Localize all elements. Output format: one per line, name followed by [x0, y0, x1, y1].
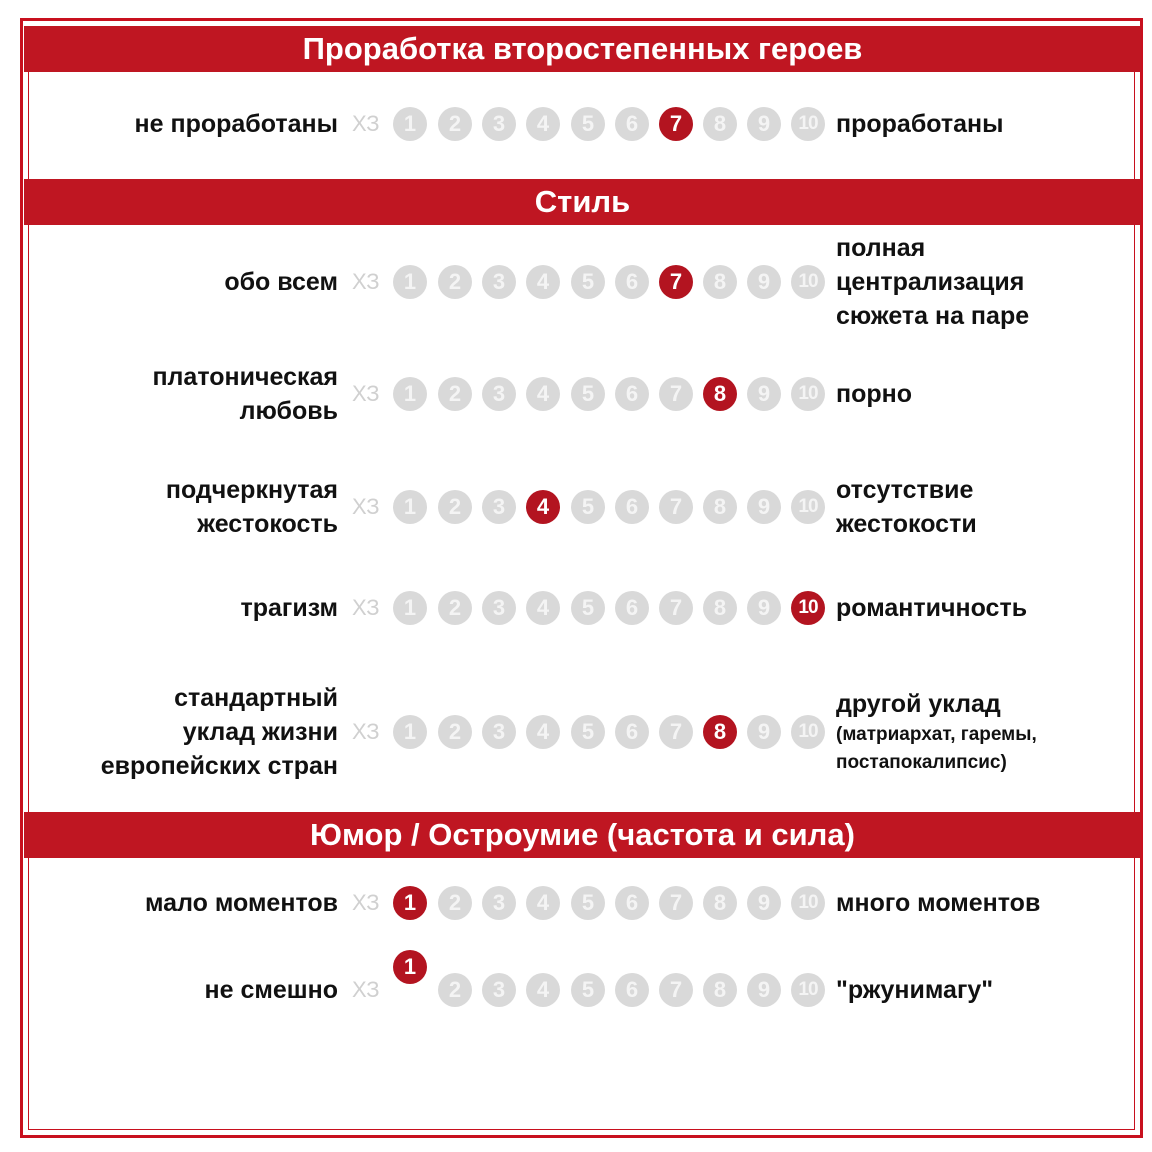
rating-circle[interactable]: 6 — [615, 591, 649, 625]
rating-circle[interactable]: 7 — [659, 490, 693, 524]
rating-circle[interactable]: 1 — [393, 490, 427, 524]
unknown-option[interactable]: ХЗ — [352, 890, 380, 915]
rating-circle[interactable]: 3 — [482, 973, 516, 1007]
rating-circle[interactable]: 4 — [526, 591, 560, 625]
rating-circle[interactable]: 8 — [703, 591, 737, 625]
rating-circle[interactable]: 6 — [615, 490, 649, 524]
left-label-line: жестокость — [197, 510, 338, 538]
row-right-label — [836, 886, 1040, 920]
rating-circle[interactable]: 3 — [482, 377, 516, 411]
rating-circle[interactable]: 1 — [393, 107, 427, 141]
row-left-label — [152, 360, 338, 428]
rating-circle[interactable]: 4 — [526, 265, 560, 299]
rating-circle[interactable]: 9 — [747, 107, 781, 141]
section-header: Юмор / Остроумие (частота и сила) — [24, 812, 1141, 858]
unknown-option[interactable]: ХЗ — [352, 719, 380, 744]
rating-circle[interactable]: 10 — [791, 886, 825, 920]
rating-circle[interactable]: 9 — [747, 490, 781, 524]
row-right-label — [836, 377, 912, 411]
rating-circle-selected[interactable]: 1 — [393, 950, 427, 984]
rating-circle[interactable]: 9 — [747, 886, 781, 920]
rating-circle[interactable]: 5 — [571, 490, 605, 524]
rating-circle-selected[interactable]: 8 — [703, 715, 737, 749]
rating-circle-selected[interactable]: 8 — [703, 377, 737, 411]
rating-circle[interactable]: 7 — [659, 377, 693, 411]
right-label-line: другой уклад — [836, 690, 1001, 718]
section-header: Стиль — [24, 179, 1141, 225]
rating-circle[interactable]: 5 — [571, 973, 605, 1007]
section-header: Проработка второстепенных героев — [24, 26, 1141, 72]
left-label-line: обо всем — [224, 268, 338, 296]
rating-circle[interactable]: 6 — [615, 377, 649, 411]
rating-circle[interactable]: 6 — [615, 715, 649, 749]
right-label-line: порно — [836, 380, 913, 408]
row-left-label — [145, 886, 338, 920]
rating-circle[interactable]: 6 — [615, 973, 649, 1007]
right-label-line: много моментов — [836, 889, 1041, 917]
rating-circle[interactable]: 5 — [571, 265, 605, 299]
rating-circle[interactable]: 4 — [526, 886, 560, 920]
rating-circle[interactable]: 10 — [791, 377, 825, 411]
left-label-line: не проработаны — [134, 110, 338, 138]
row-right-label — [836, 231, 1029, 333]
left-label-line: подчеркнутая — [165, 476, 338, 504]
row-left-label — [205, 973, 338, 1007]
rating-circle[interactable]: 2 — [438, 377, 472, 411]
right-label-line: централизация — [836, 268, 1025, 296]
rating-circle[interactable]: 6 — [615, 265, 649, 299]
rating-circle[interactable]: 3 — [482, 715, 516, 749]
rating-circle[interactable]: 10 — [791, 265, 825, 299]
rating-circle[interactable]: 2 — [438, 973, 472, 1007]
rating-circle[interactable]: 3 — [482, 886, 516, 920]
rating-circle[interactable]: 8 — [703, 265, 737, 299]
rating-circle[interactable]: 5 — [571, 715, 605, 749]
rating-circle[interactable]: 3 — [482, 591, 516, 625]
rating-circle-selected[interactable]: 1 — [393, 886, 427, 920]
right-label-line: сюжета на паре — [836, 302, 1030, 330]
right-label-note: постапокалипсис) — [836, 752, 1007, 773]
rating-circle[interactable]: 1 — [393, 377, 427, 411]
unknown-option[interactable]: ХЗ — [352, 111, 380, 136]
rating-circle-selected[interactable]: 10 — [791, 591, 825, 625]
rating-circle[interactable]: 9 — [747, 265, 781, 299]
left-label-line: мало моментов — [145, 889, 338, 917]
left-label-line: платоническая — [152, 363, 338, 391]
row-right-label — [836, 107, 1004, 141]
rating-circle[interactable]: 9 — [747, 973, 781, 1007]
rating-circle[interactable]: 5 — [571, 377, 605, 411]
rating-circle[interactable]: 2 — [438, 490, 472, 524]
left-label-line: не смешно — [204, 976, 338, 1004]
rating-circle[interactable]: 8 — [703, 886, 737, 920]
unknown-option[interactable]: ХЗ — [352, 977, 380, 1002]
right-label-line: романтичность — [836, 594, 1028, 622]
rating-circle[interactable]: 5 — [571, 591, 605, 625]
rating-circle[interactable]: 1 — [393, 715, 427, 749]
rating-circle[interactable]: 2 — [438, 107, 472, 141]
right-label-note: (матриархат, гаремы, — [836, 724, 1037, 745]
row-left-label — [166, 473, 338, 541]
rating-circle[interactable]: 3 — [482, 265, 516, 299]
right-label-line: жестокости — [836, 510, 977, 538]
row-left-label — [101, 681, 338, 783]
rating-circle[interactable]: 4 — [526, 715, 560, 749]
rating-circle[interactable]: 4 — [526, 377, 560, 411]
row-right-label — [836, 973, 993, 1007]
rating-circle[interactable]: 9 — [747, 377, 781, 411]
rating-circle[interactable]: 2 — [438, 715, 472, 749]
rating-circle-selected[interactable]: 7 — [659, 107, 693, 141]
rating-circle[interactable]: 10 — [791, 490, 825, 524]
row-left-label — [224, 265, 338, 299]
row-right-label — [836, 473, 977, 541]
rating-circle[interactable]: 9 — [747, 591, 781, 625]
rating-circle[interactable]: 1 — [393, 265, 427, 299]
rating-circle[interactable]: 10 — [791, 107, 825, 141]
rating-circle[interactable]: 7 — [659, 886, 693, 920]
left-label-line: любовь — [239, 397, 338, 425]
rating-circle[interactable]: 4 — [526, 973, 560, 1007]
rating-circle[interactable]: 2 — [438, 886, 472, 920]
rating-circle-selected[interactable]: 7 — [659, 265, 693, 299]
rating-circle[interactable]: 7 — [659, 715, 693, 749]
rating-circle[interactable]: 4 — [526, 107, 560, 141]
rating-circle[interactable]: 5 — [571, 107, 605, 141]
unknown-option[interactable]: ХЗ — [352, 595, 380, 620]
right-label-line: полная — [836, 234, 926, 262]
left-label-line: трагизм — [240, 594, 338, 622]
row-right-label — [836, 687, 1037, 777]
rating-circle[interactable]: 2 — [438, 591, 472, 625]
left-label-line: уклад жизни — [182, 718, 338, 746]
rating-circle[interactable]: 5 — [571, 886, 605, 920]
right-label-line: "ржунимагу" — [836, 976, 994, 1004]
rating-circle[interactable]: 6 — [615, 886, 649, 920]
rating-circle[interactable]: 1 — [393, 591, 427, 625]
rating-circle[interactable]: 2 — [438, 265, 472, 299]
rating-circle[interactable]: 3 — [482, 490, 516, 524]
rating-circle[interactable]: 10 — [791, 973, 825, 1007]
left-label-line: стандартный — [174, 684, 338, 712]
rating-circle-selected[interactable]: 4 — [526, 490, 560, 524]
left-label-line: европейских стран — [100, 752, 338, 780]
rating-circle[interactable]: 8 — [703, 490, 737, 524]
rating-circle[interactable]: 9 — [747, 715, 781, 749]
row-right-label — [836, 591, 1027, 625]
rating-circle[interactable]: 7 — [659, 973, 693, 1007]
rating-circle[interactable]: 6 — [615, 107, 649, 141]
row-left-label — [135, 107, 338, 141]
right-label-line: отсутствие — [836, 476, 974, 504]
unknown-option[interactable]: ХЗ — [352, 269, 380, 294]
rating-circle[interactable]: 3 — [482, 107, 516, 141]
row-left-label — [241, 591, 339, 625]
unknown-option[interactable]: ХЗ — [352, 381, 380, 406]
rating-circle[interactable]: 8 — [703, 107, 737, 141]
rating-circle[interactable]: 8 — [703, 973, 737, 1007]
rating-circle[interactable]: 7 — [659, 591, 693, 625]
rating-circle[interactable]: 10 — [791, 715, 825, 749]
right-label-line: проработаны — [836, 110, 1004, 138]
unknown-option[interactable]: ХЗ — [352, 494, 380, 519]
